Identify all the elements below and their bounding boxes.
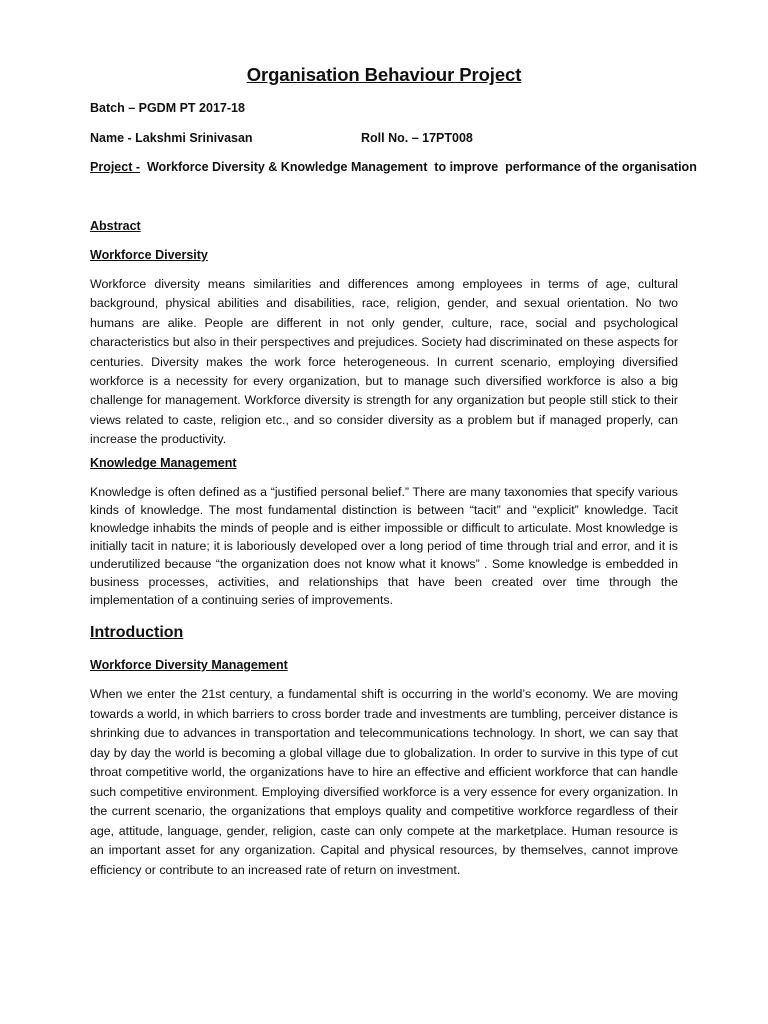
knowledge-management-paragraph: Knowledge is often defined as a “justified personal belief.” There are many taxonomies that specify various kinds of knowledge. The most fundamental distinction is between “tacit” and “explicit” knowledge. Tacit knowledge inhabits the minds of people and is either impossible or difficult to articulate. Most knowledge is initially tacit in nature; it is laboriously developed over a long period of time through trial and error, and it is underutilized because “the organization does not know what it knows” . Some knowledge is embedded in business processes, activities, and relationships that have been created over time through the implementation of a continuing series of improvements.	[90, 485, 678, 607]
workforce-diversity-management-heading: Workforce Diversity Management	[90, 658, 288, 672]
project-label: Project -	[90, 160, 141, 174]
knowledge-management-heading: Knowledge Management	[90, 456, 237, 470]
workforce-diversity-management-paragraph: When we enter the 21st century, a fundamental shift is occurring in the world’s economy. We are moving towards a world, in which barriers to cross border trade and investments are tumbling, perceiver distance is shrinking due to advances in transportation and telecommunications technology. In short, we can say that day by day the world is becoming a global village due to globalization. In order to survive in this type of cut throat competitive world, the organizations have to hire an effective and efficient workforce that can handle such competitive environment. Employing diversified workforce is a very essence for every organization. In the current scenario, the organizations that employs quality and competitive workforce regardless of their age, attitude, language, gender, religion, caste can only compete at the marketplace. Human resource is an important asset for any organization. Capital and physical resources, by themselves, cannot improve efficiency or contribute to an increased rate of return on investment.	[90, 687, 678, 877]
workforce-diversity-heading: Workforce Diversity	[90, 248, 208, 262]
student-name: Name - Lakshmi Srinivasan	[90, 131, 253, 145]
name-roll-line	[90, 131, 678, 145]
document-title: Organisation Behaviour Project	[246, 64, 522, 85]
abstract-heading: Abstract	[90, 219, 141, 233]
introduction-heading: Introduction	[90, 624, 184, 641]
project-text: Workforce Diversity & Knowledge Management to improve performance of the organisation	[140, 160, 697, 174]
project-line	[90, 160, 697, 174]
roll-number: Roll No. – 17PT008	[361, 131, 473, 145]
batch-line: Batch – PGDM PT 2017-18	[90, 101, 245, 115]
workforce-diversity-paragraph: Workforce diversity means similarities and differences among employees in terms of age, cultural background, physical abilities and disabilities, race, religion, gender, and sexual orientation. No two humans are alike. People are different in not only gender, culture, race, social and psychological characteristics but also in their perspectives and prejudices. Society had discriminated on these aspects for centuries. Diversity makes the work force heterogeneous. In current scenario, employing diversified workforce is a necessity for every organization, but to manage such diversified workforce is also a big challenge for management. Workforce diversity is strength for any organization but people still stick to their views related to caste, religion etc., and so consider diversity as a problem but if managed properly, can increase the productivity.	[90, 277, 678, 447]
